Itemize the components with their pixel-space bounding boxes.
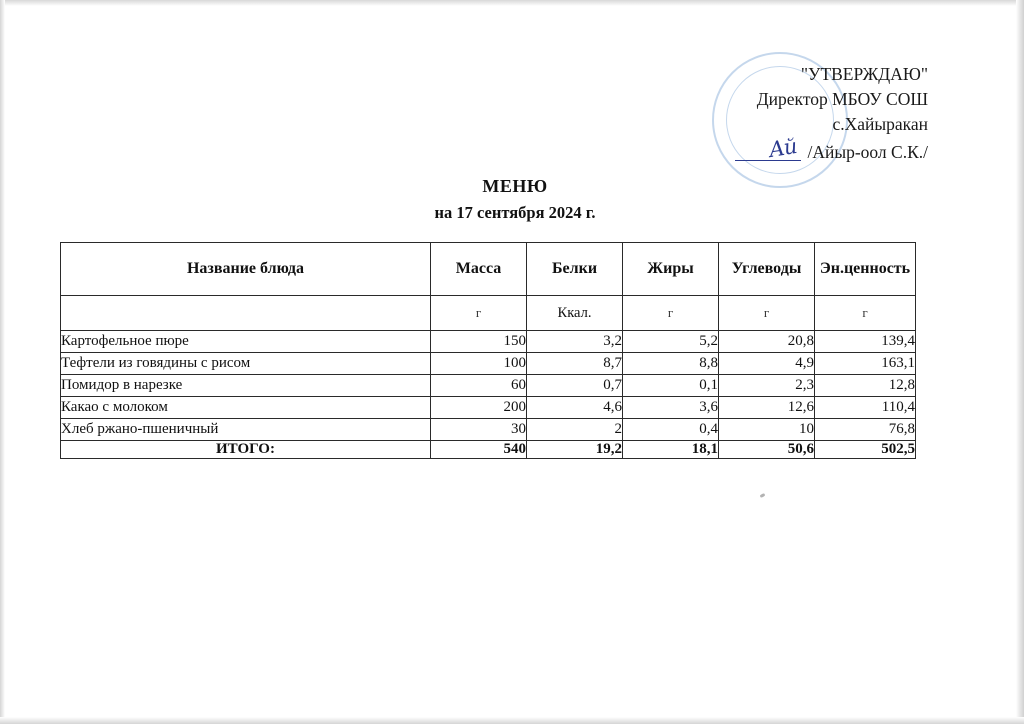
approval-director-line: Директор МБОУ СОШ [756,89,928,109]
total-label: ИТОГО: [61,441,431,459]
cell-dish-name: Какао с молоком [61,397,431,419]
cell-carbs: 10 [719,419,815,441]
unit-carbs: г [719,296,815,331]
table-units-row [61,296,916,331]
cell-dish-name: Хлеб ржано-пшеничный [61,419,431,441]
page-edge-left [0,0,5,724]
cell-mass: 30 [431,419,527,441]
cell-energy: 139,4 [815,331,916,353]
cell-dish-name: Помидор в нарезке [61,375,431,397]
cell-dish-name: Картофельное пюре [61,331,431,353]
cell-protein: 2 [527,419,623,441]
cell-energy: 76,8 [815,419,916,441]
page-title: МЕНЮ [482,176,548,196]
table-row [61,375,916,397]
cell-dish-name: Тефтели из говядины с рисом [61,353,431,375]
cell-mass: 200 [431,397,527,419]
page-subtitle: на 17 сентября 2024 г. [434,203,596,222]
approval-block [735,62,928,165]
handwritten-signature: Ай [766,134,798,163]
cell-energy: 163,1 [815,353,916,375]
scan-artifact [760,493,766,498]
table-total-row [61,441,916,459]
header-protein: Белки [527,243,623,296]
unit-mass: г [431,296,527,331]
cell-fat: 0,1 [623,375,719,397]
cell-carbs: 12,6 [719,397,815,419]
header-dish-name: Название блюда [61,243,431,296]
cell-carbs: 4,9 [719,353,815,375]
cell-mass: 150 [431,331,527,353]
cell-protein: 0,7 [527,375,623,397]
cell-energy: 12,8 [815,375,916,397]
table-row [61,331,916,353]
header-mass: Масса [431,243,527,296]
cell-fat: 3,6 [623,397,719,419]
header-energy: Эн.ценность [815,243,916,296]
title-block [355,176,675,223]
menu-table-wrapper [60,242,916,459]
cell-carbs: 2,3 [719,375,815,397]
cell-protein: 4,6 [527,397,623,419]
signature-line [735,160,801,161]
unit-dish-name [61,296,431,331]
header-fat: Жиры [623,243,719,296]
unit-fat: г [623,296,719,331]
total-carbs: 50,6 [719,441,815,459]
signature-name: /Айыр-оол С.К./ [807,142,928,162]
unit-energy: г [815,296,916,331]
cell-protein: 8,7 [527,353,623,375]
page-edge-bottom [0,717,1024,724]
menu-table [60,242,916,459]
approval-school-line: с.Хайыракан [832,114,928,134]
cell-mass: 100 [431,353,527,375]
cell-energy: 110,4 [815,397,916,419]
cell-mass: 60 [431,375,527,397]
cell-fat: 0,4 [623,419,719,441]
total-energy: 502,5 [815,441,916,459]
cell-protein: 3,2 [527,331,623,353]
total-mass: 540 [431,441,527,459]
table-row [61,353,916,375]
unit-protein: Ккал. [527,296,623,331]
table-row [61,397,916,419]
table-head [61,243,916,331]
table-body [61,331,916,459]
cell-carbs: 20,8 [719,331,815,353]
table-row [61,419,916,441]
page-edge-top [0,0,1024,6]
approval-heading: "УТВЕРЖДАЮ" [800,64,928,84]
total-fat: 18,1 [623,441,719,459]
header-carbs: Углеводы [719,243,815,296]
cell-fat: 5,2 [623,331,719,353]
total-protein: 19,2 [527,441,623,459]
cell-fat: 8,8 [623,353,719,375]
table-header-row [61,243,916,296]
signature-row [735,134,928,165]
page-edge-right [1016,0,1024,724]
